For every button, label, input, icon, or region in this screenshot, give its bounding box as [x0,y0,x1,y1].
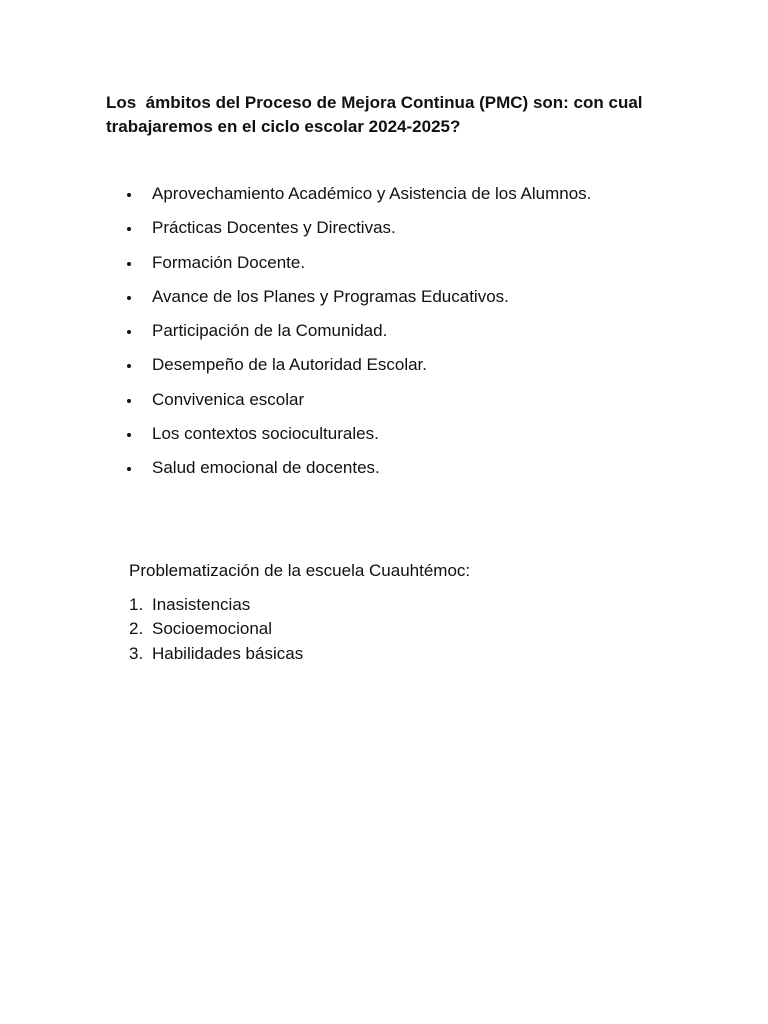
list-item-text: Desempeño de la Autoridad Escolar. [152,355,428,375]
list-item-text: Habilidades básicas [152,643,304,663]
list-item-text: Convivenica escolar [152,389,305,409]
list-item-text: Socioemocional [152,619,273,639]
bullet-icon [127,262,131,266]
list-item-text: Los contextos socioculturales. [152,424,379,444]
list-item-text: Participación de la Comunidad. [152,321,388,341]
bullet-icon [127,227,131,231]
list-item-text: Formación Docente. [152,252,306,272]
list-item-text: Aprovechamiento Académico y Asistencia de los Alumnos. [152,184,592,203]
bullet-icon [127,296,131,300]
list-item-text: Avance de los Planes y Programas Educativos. [152,286,509,306]
list-number: 3. [129,643,144,663]
bullet-icon [127,467,131,471]
list-number: 1. [129,595,144,614]
list-item-text: Inasistencias [152,595,251,614]
question-heading: Los ámbitos del Proceso de Mejora Continua (PMC) son: con cual trabajaremos en el ciclo escolar 2024-2025? [106,93,648,136]
problematizacion-heading: Problematización de la escuela Cuauhtémoc: [129,561,471,580]
bullet-icon [127,193,131,197]
bullet-icon [127,399,131,403]
bullet-icon [127,330,131,334]
bullet-icon [127,433,131,437]
bullet-icon [127,364,131,368]
list-item-text: Prácticas Docentes y Directivas. [152,218,396,238]
list-item-text: Salud emocional de docentes. [152,458,380,478]
list-number: 2. [129,619,144,639]
